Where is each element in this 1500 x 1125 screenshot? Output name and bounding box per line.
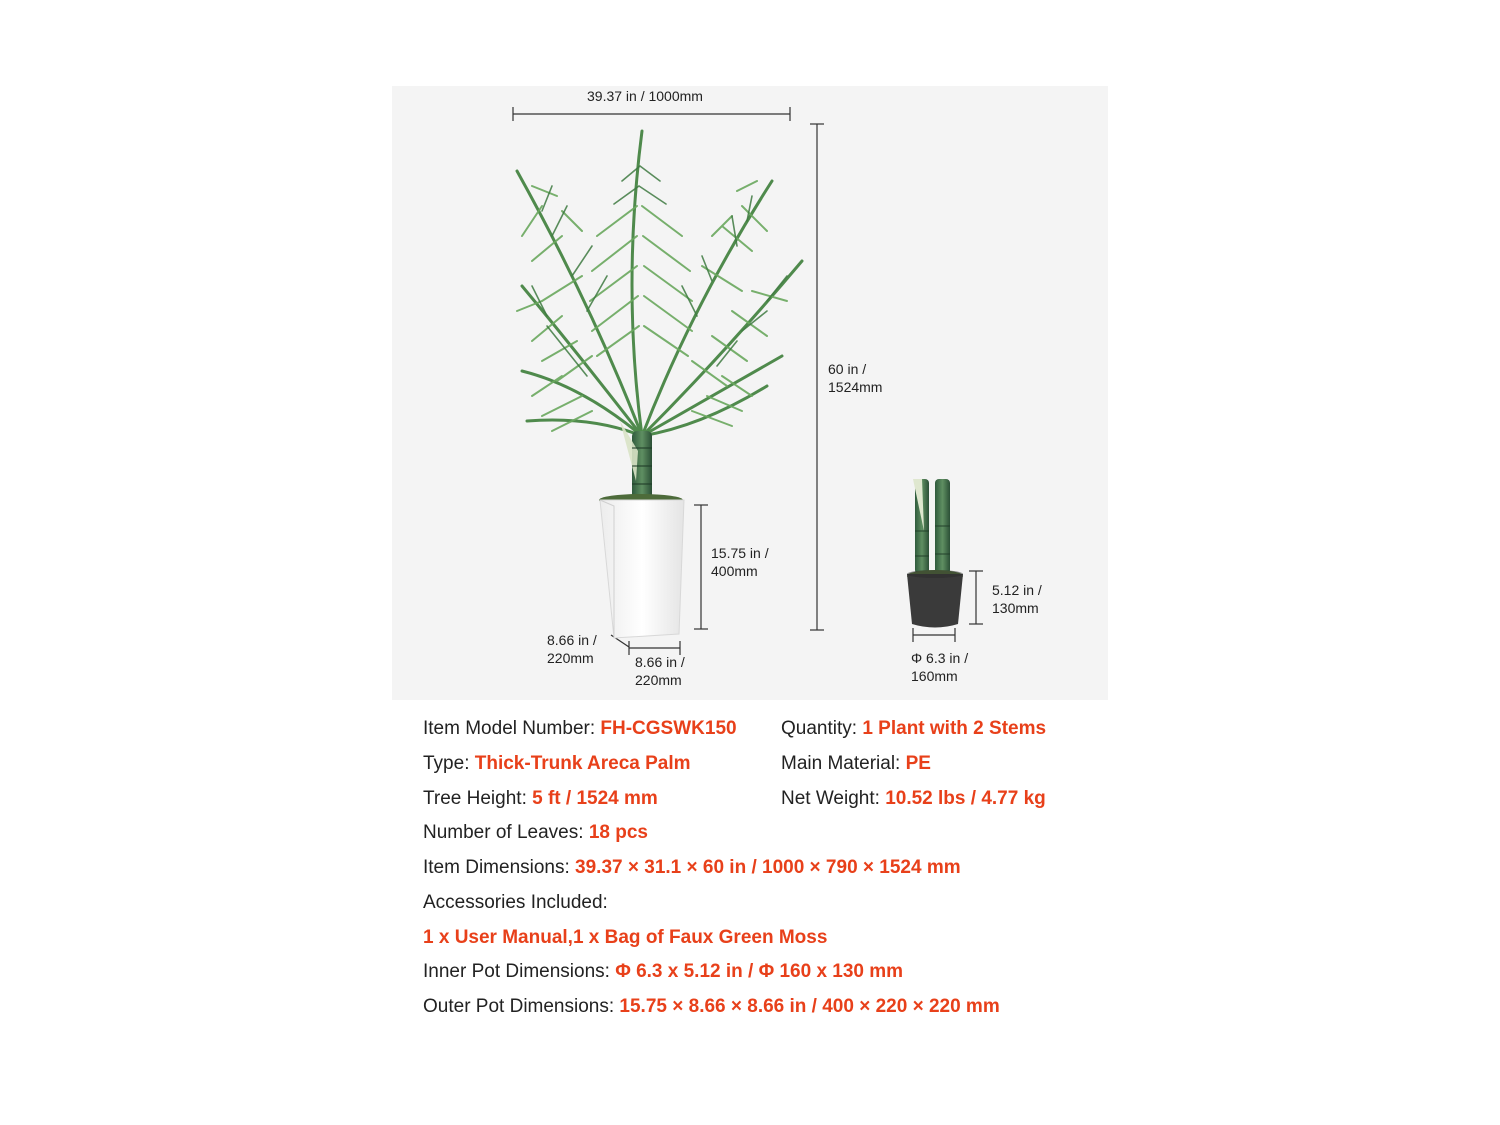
spec-label: Net Weight: [781, 788, 886, 809]
spec-model [423, 716, 737, 742]
spec-value: 18 pcs [588, 822, 648, 843]
spec-material [781, 751, 931, 777]
pot-width-dimension-label: 8.66 in / 220mm [635, 654, 685, 688]
spec-value: FH-CGSWK150 [600, 718, 737, 739]
width-dimension-line [513, 107, 790, 121]
spec-label: Item Model Number: [423, 718, 601, 739]
pot-height-dimension-label: 15.75 in / 400mm [711, 545, 769, 579]
height-dimension-line [810, 124, 824, 630]
spec-value: 39.37 × 31.1 × 60 in / 1000 × 790 × 1524 mm [575, 857, 961, 878]
spec-outer-pot [423, 994, 1000, 1020]
spec-type [423, 751, 691, 777]
spec-value: 10.52 lbs / 4.77 kg [885, 788, 1046, 809]
spec-label: Accessories Included: [423, 892, 608, 913]
product-dimension-figure [392, 86, 1108, 700]
inner-pot-height-label: 5.12 in / 130mm [992, 582, 1042, 616]
inner-pot-plant [907, 479, 963, 628]
spec-weight [781, 786, 1046, 812]
spec-label: Outer Pot Dimensions: [423, 996, 620, 1017]
spec-label: Quantity: [781, 718, 863, 739]
spec-value: 15.75 × 8.66 × 8.66 in / 400 × 220 × 220 mm [619, 996, 1000, 1017]
height-dimension-label: 60 in / 1524mm [828, 361, 883, 395]
spec-leaves [423, 820, 648, 846]
spec-accessories-label [423, 890, 608, 916]
spec-label: Inner Pot Dimensions: [423, 961, 616, 982]
spec-value: 5 ft / 1524 mm [532, 788, 658, 809]
spec-item-dimensions [423, 855, 961, 881]
spec-value: Φ 6.3 x 5.12 in / Φ 160 x 130 mm [615, 961, 904, 982]
palm-fronds [517, 131, 802, 436]
spec-label: Type: [423, 753, 475, 774]
spec-value: Thick-Trunk Areca Palm [474, 753, 691, 774]
spec-value: PE [905, 753, 931, 774]
spec-inner-pot [423, 959, 903, 985]
spec-label: Main Material: [781, 753, 906, 774]
spec-accessories-value [423, 925, 827, 951]
width-dimension-label: 39.37 in / 1000mm [587, 88, 703, 104]
spec-value: 1 x User Manual,1 x Bag of Faux Green Moss [423, 927, 828, 948]
spec-label: Tree Height: [423, 788, 533, 809]
spec-label: Item Dimensions: [423, 857, 576, 878]
outer-pot [600, 500, 684, 638]
pot-depth-dimension-label: 8.66 in / 220mm [547, 632, 597, 666]
inner-pot-diameter-label: Φ 6.3 in / 160mm [911, 650, 969, 684]
pot-height-dimension-line [694, 505, 708, 629]
spec-quantity [781, 716, 1046, 742]
spec-label: Number of Leaves: [423, 822, 589, 843]
spec-height [423, 786, 658, 812]
spec-value: 1 Plant with 2 Stems [862, 718, 1047, 739]
